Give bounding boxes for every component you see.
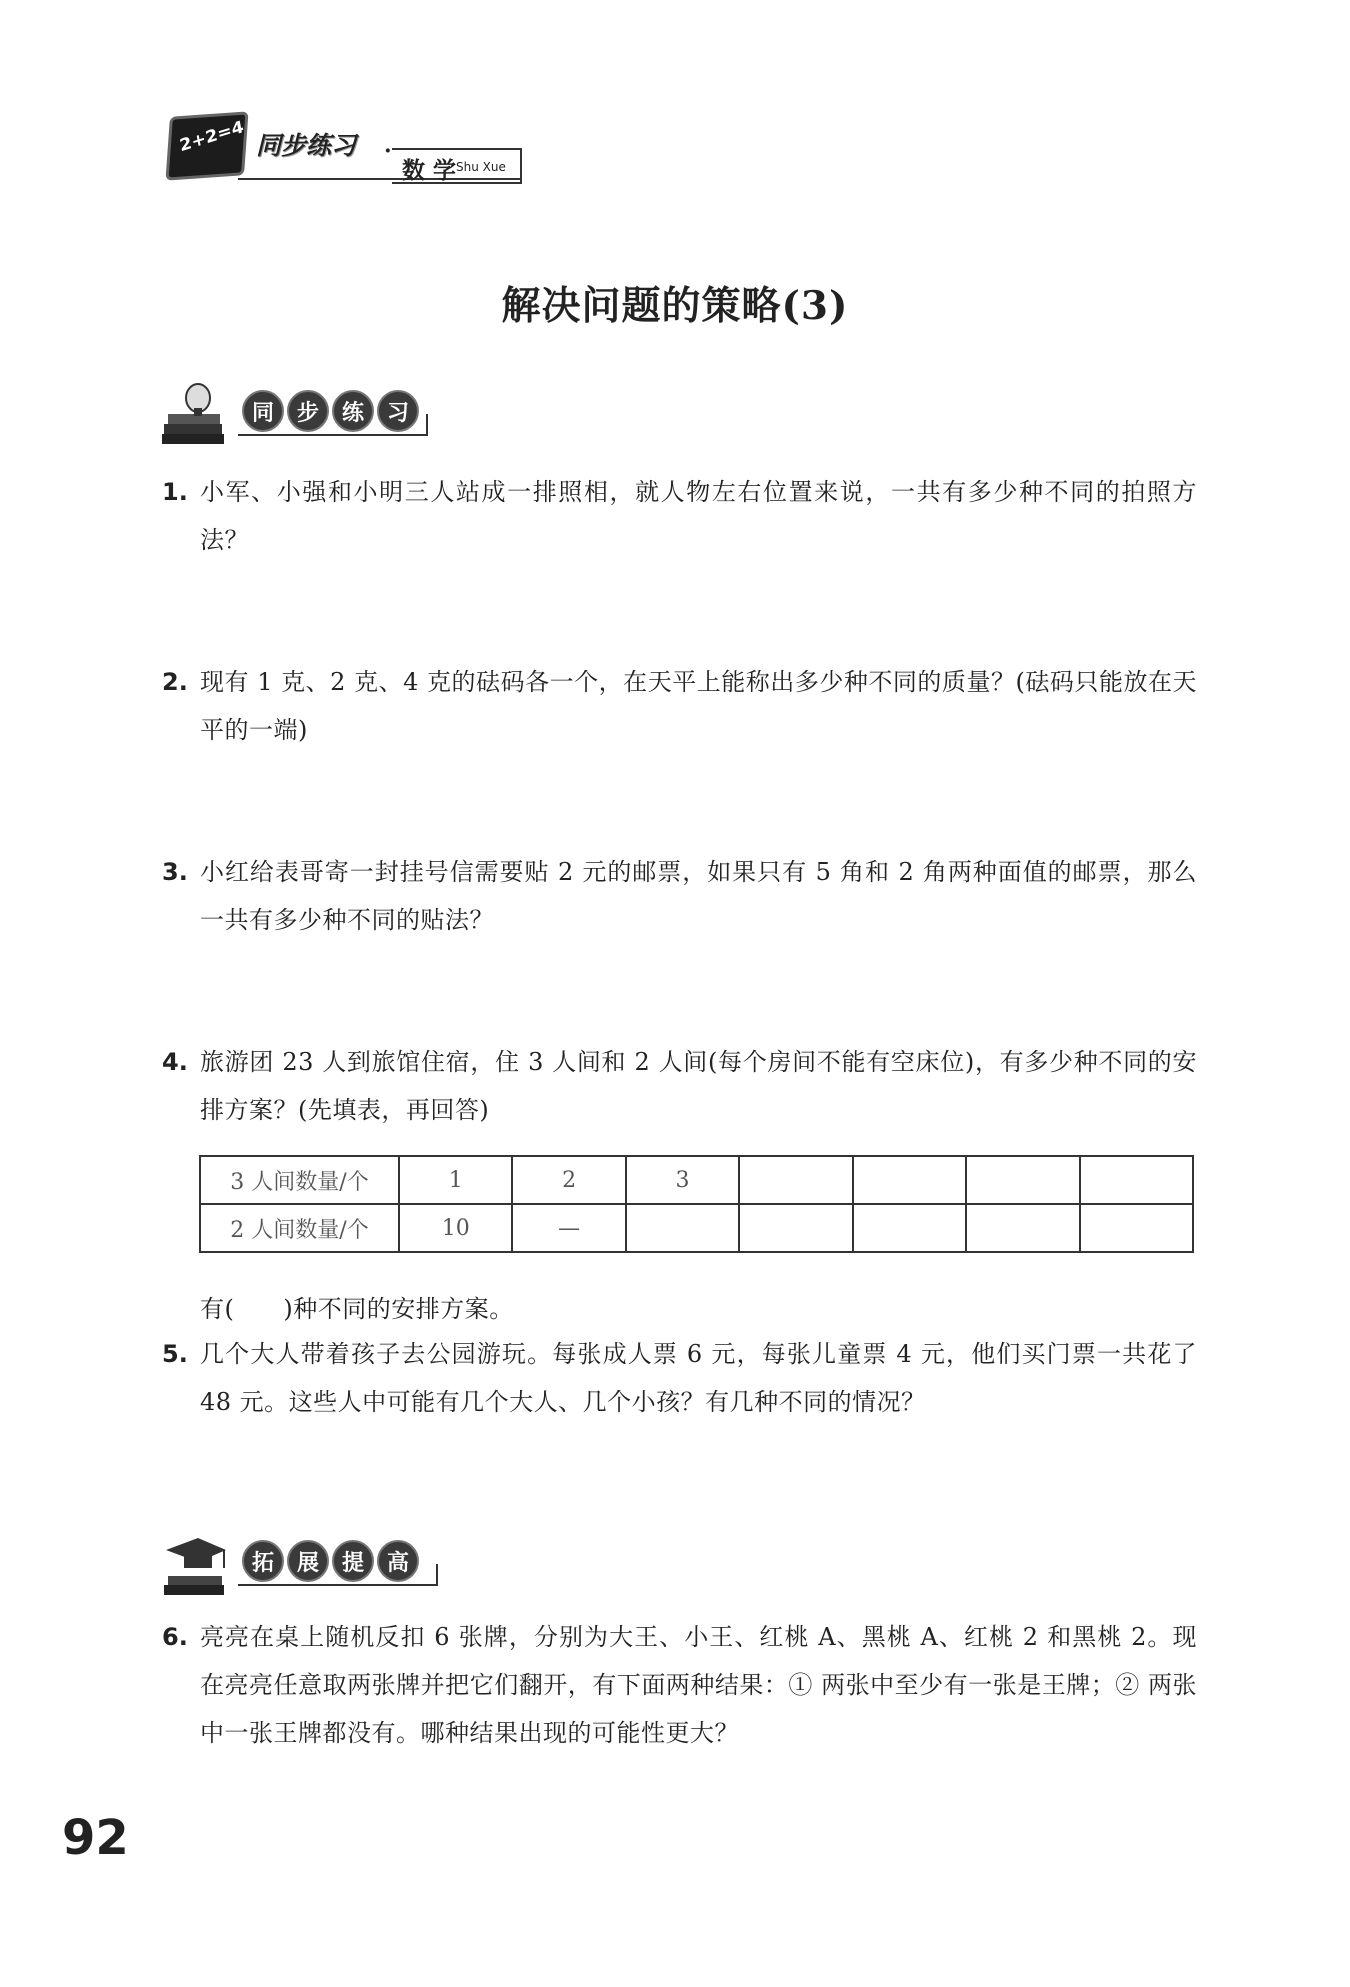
subject-name: 数 学 [402,158,457,184]
subject-pinyin: Shu Xue [456,160,506,174]
page-number: 92 [62,1810,129,1866]
extension-label: 拓 展 提 高 [242,1540,419,1582]
series-title: 同步练习 [256,131,357,160]
extension-banner [160,1528,450,1598]
question-6: 6. 亮亮在桌上随机反扣 6 张牌，分别为大王、小王、红桃 A、黑桃 A、红桃 2 和黑桃 2。现在亮亮任意取两张牌并把它们翻开，有下面两种结果：① 两张中至少有一张是王牌；② 两张中一张王牌都没有。哪种结果出现的可能性更大？ [162,1623,1197,1747]
blackboard-text: 2+2=4 [178,117,246,157]
table-row: 2 人间数量/个 10 — [200,1204,1193,1252]
table-row: 3 人间数量/个 1 2 3 [200,1156,1193,1204]
subject-box [392,148,522,184]
answer-line: 有( )种不同的安排方案。 [200,1295,514,1323]
question-1: 1. 小军、小强和小明三人站成一排照相，就人物左右位置来说，一共有多少种不同的拍照方法？ [162,478,1197,554]
arrangement-table [199,1155,1194,1253]
question-3: 3. 小红给表哥寄一封挂号信需要贴 2 元的邮票，如果只有 5 角和 2 角两种面值的邮票，那么一共有多少种不同的贴法？ [162,858,1197,934]
graduation-cap-icon [160,1528,230,1598]
question-4: 4. 旅游团 23 人到旅馆住宿，住 3 人间和 2 人间(每个房间不能有空床位)，有多少种不同的安排方案？(先填表，再回答) [162,1048,1197,1124]
blackboard-icon [165,111,248,180]
practice-banner [160,378,440,448]
question-2: 2. 现有 1 克、2 克、4 克的砝码各一个，在天平上能称出多少种不同的质量？(砝码只能放在天平的一端) [162,668,1197,744]
practice-label: 同 步 练 习 [242,390,419,432]
page-title: 解决问题的策略(3) [501,283,849,329]
lamp-books-icon [160,378,230,448]
question-5: 5. 几个大人带着孩子去公园游玩。每张成人票 6 元，每张儿童票 4 元，他们买门票一共花了 48 元。这些人中可能有几个大人、几个小孩？有几种不同的情况？ [162,1340,1197,1416]
book-header: 2+2=4 同步练习 · 数 学 Shu Xue [160,100,520,195]
